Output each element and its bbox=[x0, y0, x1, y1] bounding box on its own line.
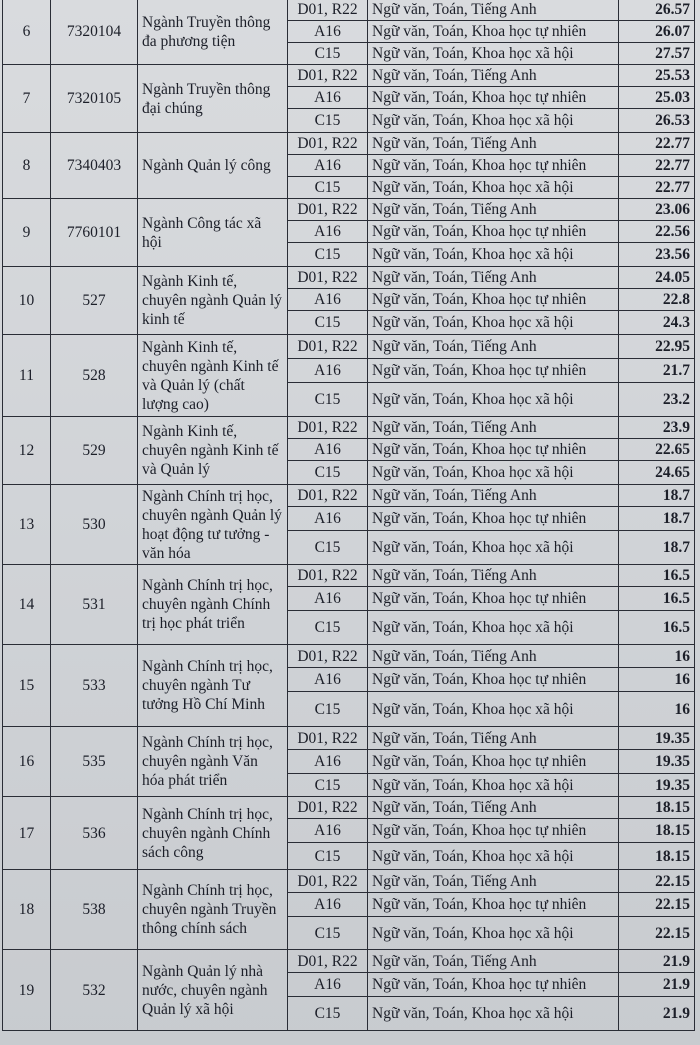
subject-list: Ngữ văn, Toán, Tiếng Anh bbox=[368, 565, 619, 587]
major-name: Ngành Truyền thông đa phương tiện bbox=[138, 0, 288, 65]
cutoff-score: 18.15 bbox=[619, 843, 695, 870]
row-number: 16 bbox=[3, 727, 51, 797]
cutoff-score: 22.8 bbox=[619, 289, 695, 311]
subject-combination-code: C15 bbox=[288, 461, 368, 485]
subject-list: Ngữ văn, Toán, Khoa học xã hội bbox=[368, 311, 619, 335]
major-code: 529 bbox=[51, 417, 138, 485]
subject-combination-code: D01, R22 bbox=[288, 267, 368, 289]
subject-list: Ngữ văn, Toán, Khoa học xã hội bbox=[368, 177, 619, 199]
row-number: 7 bbox=[3, 65, 51, 133]
cutoff-score: 21.9 bbox=[619, 997, 695, 1031]
major-name: Ngành Chính trị học, chuyên ngành Quản lý hoạt động tư tưởng - văn hóa bbox=[138, 485, 288, 565]
major-code: 530 bbox=[51, 485, 138, 565]
cutoff-score: 18.15 bbox=[619, 819, 695, 843]
row-number: 6 bbox=[3, 0, 51, 65]
subject-combination-code: D01, R22 bbox=[288, 870, 368, 893]
subject-list: Ngữ văn, Toán, Tiếng Anh bbox=[368, 950, 619, 973]
row-number: 11 bbox=[3, 335, 51, 417]
subject-list: Ngữ văn, Toán, Khoa học tự nhiên bbox=[368, 21, 619, 43]
subject-list: Ngữ văn, Toán, Tiếng Anh bbox=[368, 485, 619, 507]
cutoff-score: 16.5 bbox=[619, 565, 695, 587]
cutoff-score: 16.5 bbox=[619, 611, 695, 645]
cutoff-score: 16 bbox=[619, 645, 695, 668]
subject-list: Ngữ văn, Toán, Khoa học xã hội bbox=[368, 109, 619, 133]
major-name: Ngành Chính trị học, chuyên ngành Văn hóa phát triển bbox=[138, 727, 288, 797]
subject-list: Ngữ văn, Toán, Tiếng Anh bbox=[368, 199, 619, 221]
subject-list: Ngữ văn, Toán, Khoa học tự nhiên bbox=[368, 819, 619, 843]
subject-list: Ngữ văn, Toán, Khoa học xã hội bbox=[368, 461, 619, 485]
cutoff-score: 16 bbox=[619, 668, 695, 692]
major-name: Ngành Kinh tế, chuyên ngành Kinh tế và Quản lý (chất lượng cao) bbox=[138, 335, 288, 417]
cutoff-score: 19.35 bbox=[619, 774, 695, 797]
row-number: 14 bbox=[3, 565, 51, 645]
subject-list: Ngữ văn, Toán, Khoa học tự nhiên bbox=[368, 439, 619, 461]
major-code: 533 bbox=[51, 645, 138, 727]
cutoff-score: 22.77 bbox=[619, 133, 695, 155]
major-name: Ngành Công tác xã hội bbox=[138, 199, 288, 267]
subject-combination-code: D01, R22 bbox=[288, 645, 368, 668]
subject-combination-code: C15 bbox=[288, 177, 368, 199]
subject-combination-code: C15 bbox=[288, 311, 368, 335]
cutoff-score: 19.35 bbox=[619, 727, 695, 750]
subject-combination-code: C15 bbox=[288, 692, 368, 727]
table-row bbox=[3, 727, 695, 750]
table-row bbox=[3, 0, 695, 21]
row-number: 15 bbox=[3, 645, 51, 727]
cutoff-score: 21.9 bbox=[619, 973, 695, 997]
cutoff-score: 27.57 bbox=[619, 43, 695, 65]
subject-list: Ngữ văn, Toán, Khoa học tự nhiên bbox=[368, 359, 619, 383]
subject-combination-code: A16 bbox=[288, 507, 368, 531]
table-row bbox=[3, 417, 695, 439]
cutoff-score: 22.15 bbox=[619, 870, 695, 893]
cutoff-score: 22.15 bbox=[619, 917, 695, 950]
cutoff-score: 18.7 bbox=[619, 531, 695, 565]
subject-list: Ngữ văn, Toán, Tiếng Anh bbox=[368, 727, 619, 750]
subject-combination-code: C15 bbox=[288, 997, 368, 1031]
subject-combination-code: A16 bbox=[288, 973, 368, 997]
cutoff-score: 21.7 bbox=[619, 359, 695, 383]
table-row bbox=[3, 797, 695, 819]
subject-list: Ngữ văn, Toán, Tiếng Anh bbox=[368, 870, 619, 893]
subject-combination-code: D01, R22 bbox=[288, 0, 368, 21]
major-code: 535 bbox=[51, 727, 138, 797]
major-name: Ngành Truyền thông đại chúng bbox=[138, 65, 288, 133]
subject-combination-code: A16 bbox=[288, 221, 368, 243]
subject-list: Ngữ văn, Toán, Tiếng Anh bbox=[368, 645, 619, 668]
major-code: 7340403 bbox=[51, 133, 138, 199]
row-number: 8 bbox=[3, 133, 51, 199]
subject-list: Ngữ văn, Toán, Tiếng Anh bbox=[368, 267, 619, 289]
subject-combination-code: A16 bbox=[288, 439, 368, 461]
subject-list: Ngữ văn, Toán, Khoa học xã hội bbox=[368, 531, 619, 565]
cutoff-score: 26.53 bbox=[619, 109, 695, 133]
subject-list: Ngữ văn, Toán, Khoa học tự nhiên bbox=[368, 668, 619, 692]
table-row bbox=[3, 485, 695, 507]
row-number: 18 bbox=[3, 870, 51, 950]
major-code: 538 bbox=[51, 870, 138, 950]
subject-list: Ngữ văn, Toán, Khoa học tự nhiên bbox=[368, 750, 619, 774]
subject-list: Ngữ văn, Toán, Khoa học xã hội bbox=[368, 692, 619, 727]
subject-combination-code: C15 bbox=[288, 774, 368, 797]
subject-combination-code: D01, R22 bbox=[288, 417, 368, 439]
subject-list: Ngữ văn, Toán, Tiếng Anh bbox=[368, 797, 619, 819]
cutoff-score: 24.65 bbox=[619, 461, 695, 485]
subject-list: Ngữ văn, Toán, Tiếng Anh bbox=[368, 65, 619, 87]
cutoff-score: 16.5 bbox=[619, 587, 695, 611]
major-code: 7320104 bbox=[51, 0, 138, 65]
subject-combination-code: C15 bbox=[288, 383, 368, 417]
row-number: 12 bbox=[3, 417, 51, 485]
admission-score-table bbox=[2, 0, 695, 1031]
cutoff-score: 18.15 bbox=[619, 797, 695, 819]
cutoff-score: 22.95 bbox=[619, 335, 695, 359]
cutoff-score: 22.65 bbox=[619, 439, 695, 461]
subject-list: Ngữ văn, Toán, Khoa học xã hội bbox=[368, 843, 619, 870]
cutoff-score: 22.77 bbox=[619, 155, 695, 177]
cutoff-score: 23.2 bbox=[619, 383, 695, 417]
table-row bbox=[3, 645, 695, 668]
subject-combination-code: A16 bbox=[288, 87, 368, 109]
row-number: 13 bbox=[3, 485, 51, 565]
subject-list: Ngữ văn, Toán, Khoa học tự nhiên bbox=[368, 155, 619, 177]
cutoff-score: 22.15 bbox=[619, 893, 695, 917]
subject-combination-code: D01, R22 bbox=[288, 199, 368, 221]
major-name: Ngành Chính trị học, chuyên ngành Tư tưởng Hồ Chí Minh bbox=[138, 645, 288, 727]
subject-list: Ngữ văn, Toán, Tiếng Anh bbox=[368, 0, 619, 21]
subject-list: Ngữ văn, Toán, Khoa học xã hội bbox=[368, 611, 619, 645]
subject-combination-code: A16 bbox=[288, 155, 368, 177]
major-name: Ngành Quản lý công bbox=[138, 133, 288, 199]
subject-combination-code: D01, R22 bbox=[288, 565, 368, 587]
major-name: Ngành Chính trị học, chuyên ngành Chính sách công bbox=[138, 797, 288, 870]
subject-list: Ngữ văn, Toán, Khoa học xã hội bbox=[368, 774, 619, 797]
cutoff-score: 25.03 bbox=[619, 87, 695, 109]
subject-list: Ngữ văn, Toán, Tiếng Anh bbox=[368, 417, 619, 439]
cutoff-score: 26.57 bbox=[619, 0, 695, 21]
cutoff-score: 22.77 bbox=[619, 177, 695, 199]
subject-combination-code: D01, R22 bbox=[288, 727, 368, 750]
subject-combination-code: A16 bbox=[288, 587, 368, 611]
cutoff-score: 21.9 bbox=[619, 950, 695, 973]
subject-list: Ngữ văn, Toán, Khoa học xã hội bbox=[368, 43, 619, 65]
major-code: 7760101 bbox=[51, 199, 138, 267]
subject-combination-code: C15 bbox=[288, 243, 368, 267]
major-code: 527 bbox=[51, 267, 138, 335]
subject-list: Ngữ văn, Toán, Tiếng Anh bbox=[368, 335, 619, 359]
subject-combination-code: D01, R22 bbox=[288, 335, 368, 359]
table-body bbox=[3, 0, 695, 1031]
subject-combination-code: C15 bbox=[288, 843, 368, 870]
cutoff-score: 24.3 bbox=[619, 311, 695, 335]
subject-list: Ngữ văn, Toán, Khoa học tự nhiên bbox=[368, 221, 619, 243]
cutoff-score: 16 bbox=[619, 692, 695, 727]
row-number: 19 bbox=[3, 950, 51, 1031]
table-row bbox=[3, 133, 695, 155]
subject-combination-code: D01, R22 bbox=[288, 65, 368, 87]
major-name: Ngành Kinh tế, chuyên ngành Quản lý kinh tế bbox=[138, 267, 288, 335]
subject-list: Ngữ văn, Toán, Khoa học tự nhiên bbox=[368, 973, 619, 997]
subject-list: Ngữ văn, Toán, Khoa học xã hội bbox=[368, 917, 619, 950]
subject-combination-code: C15 bbox=[288, 109, 368, 133]
major-name: Ngành Kinh tế, chuyên ngành Kinh tế và Quản lý bbox=[138, 417, 288, 485]
subject-combination-code: D01, R22 bbox=[288, 133, 368, 155]
cutoff-score: 19.35 bbox=[619, 750, 695, 774]
row-number: 17 bbox=[3, 797, 51, 870]
subject-list: Ngữ văn, Toán, Khoa học tự nhiên bbox=[368, 587, 619, 611]
subject-list: Ngữ văn, Toán, Khoa học xã hội bbox=[368, 997, 619, 1031]
subject-combination-code: D01, R22 bbox=[288, 485, 368, 507]
cutoff-score: 18.7 bbox=[619, 485, 695, 507]
table-row bbox=[3, 267, 695, 289]
cutoff-score: 18.7 bbox=[619, 507, 695, 531]
cutoff-score: 25.53 bbox=[619, 65, 695, 87]
row-number: 10 bbox=[3, 267, 51, 335]
table-row bbox=[3, 199, 695, 221]
subject-combination-code: D01, R22 bbox=[288, 950, 368, 973]
subject-combination-code: A16 bbox=[288, 21, 368, 43]
subject-combination-code: A16 bbox=[288, 819, 368, 843]
major-name: Ngành Chính trị học, chuyên ngành Chính trị học phát triển bbox=[138, 565, 288, 645]
subject-list: Ngữ văn, Toán, Khoa học tự nhiên bbox=[368, 87, 619, 109]
table-row bbox=[3, 65, 695, 87]
major-name: Ngành Quản lý nhà nước, chuyên ngành Quản lý xã hội bbox=[138, 950, 288, 1031]
subject-combination-code: C15 bbox=[288, 531, 368, 565]
major-code: 7320105 bbox=[51, 65, 138, 133]
subject-list: Ngữ văn, Toán, Tiếng Anh bbox=[368, 133, 619, 155]
table-row bbox=[3, 950, 695, 973]
subject-combination-code: A16 bbox=[288, 750, 368, 774]
subject-list: Ngữ văn, Toán, Khoa học tự nhiên bbox=[368, 507, 619, 531]
subject-combination-code: C15 bbox=[288, 43, 368, 65]
major-code: 531 bbox=[51, 565, 138, 645]
subject-combination-code: A16 bbox=[288, 668, 368, 692]
subject-combination-code: C15 bbox=[288, 917, 368, 950]
subject-list: Ngữ văn, Toán, Khoa học tự nhiên bbox=[368, 893, 619, 917]
cutoff-score: 26.07 bbox=[619, 21, 695, 43]
subject-list: Ngữ văn, Toán, Khoa học tự nhiên bbox=[368, 289, 619, 311]
table-row bbox=[3, 870, 695, 893]
cutoff-score: 23.56 bbox=[619, 243, 695, 267]
cutoff-score: 23.9 bbox=[619, 417, 695, 439]
cutoff-score: 22.56 bbox=[619, 221, 695, 243]
major-code: 536 bbox=[51, 797, 138, 870]
cutoff-score: 23.06 bbox=[619, 199, 695, 221]
subject-list: Ngữ văn, Toán, Khoa học xã hội bbox=[368, 243, 619, 267]
subject-combination-code: A16 bbox=[288, 289, 368, 311]
subject-combination-code: A16 bbox=[288, 359, 368, 383]
cutoff-score: 24.05 bbox=[619, 267, 695, 289]
subject-combination-code: A16 bbox=[288, 893, 368, 917]
subject-combination-code: C15 bbox=[288, 611, 368, 645]
subject-combination-code: D01, R22 bbox=[288, 797, 368, 819]
major-name: Ngành Chính trị học, chuyên ngành Truyền thông chính sách bbox=[138, 870, 288, 950]
major-code: 528 bbox=[51, 335, 138, 417]
subject-list: Ngữ văn, Toán, Khoa học xã hội bbox=[368, 383, 619, 417]
row-number: 9 bbox=[3, 199, 51, 267]
table-row bbox=[3, 335, 695, 359]
table-row bbox=[3, 565, 695, 587]
major-code: 532 bbox=[51, 950, 138, 1031]
